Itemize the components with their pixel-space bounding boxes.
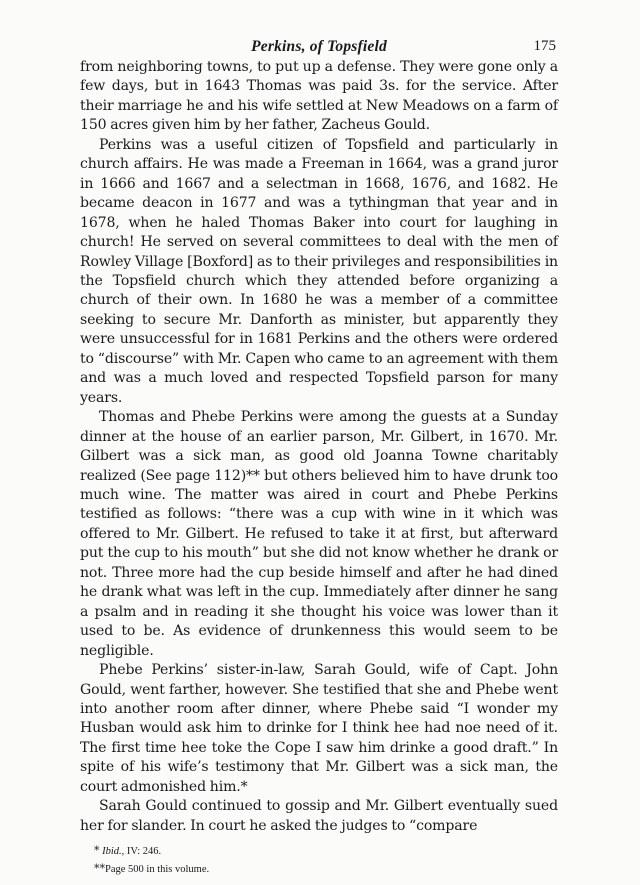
footnote-marker: ** bbox=[94, 862, 105, 876]
footnote-2 bbox=[94, 860, 558, 878]
running-head bbox=[80, 38, 558, 56]
footnote-text: Page 500 in this volume. bbox=[105, 864, 210, 876]
paragraph-1: from neighboring towns, to put up a defense. They were gone only a few days, but in 1643 Thomas was paid 3s. for the service. After their marriage he and his wife settled at New Meadows on a farm of 150 acres given him by her father, Zacheus Gould. bbox=[80, 59, 558, 134]
footnotes bbox=[80, 842, 558, 878]
footnote-source: Ibid. bbox=[102, 846, 122, 858]
paragraph-5: Sarah Gould continued to gossip and Mr. Gilbert eventually sued her for slander. In court he asked the judges to “compare bbox=[80, 798, 558, 834]
body-text bbox=[80, 58, 558, 836]
paragraph-2: Perkins was a useful citizen of Topsfield and particularly in church affairs. He was made a Freeman in 1664, was a grand juror in 1666 and 1667 and a selectman in 1668, 1676, and 1682. He became deacon in 1677 and was a tythingman that year and in 1678, when he haled Thomas Baker into court for laughing in church! He served on several committees to deal with the men of Rowley Village [Boxford] as to their privileges and responsibilities in the Topsfield church which they attended before organizing a church of their own. In 1680 he was a member of a committee seeking to secure Mr. Danforth as minister, but apparently they were unsuccessful for in 1681 Perkins and the others were ordered to “discourse” with Mr. Capen who came to an agreement with them and was a much loved and respected Topsfield parson for many years. bbox=[80, 136, 558, 406]
page-number: 175 bbox=[533, 38, 556, 54]
paragraph-4: Phebe Perkins’ sister-in-law, Sarah Gould, wife of Capt. John Gould, went farther, however. She testified that she and Phebe went into another room after dinner, where Phebe said “I wonder my Husban would ask him to drinke for I think hee had noe need of it. The first time hee toke the Cope I saw him drinke a good draft.” In spite of his wife’s testimony that Mr. Gilbert was a sick man, the court admonished him.* bbox=[80, 662, 558, 795]
footnote-citation: , IV: 246. bbox=[121, 846, 162, 858]
footnote-marker: * bbox=[94, 844, 100, 858]
book-page bbox=[80, 38, 558, 878]
running-title: Perkins, of Topsfield bbox=[251, 38, 387, 55]
paragraph-3: Thomas and Phebe Perkins were among the guests at a Sunday dinner at the house of an earlier parson, Mr. Gilbert, in 1670. Mr. Gilbert was a sick man, as good old Joanna Towne charitably realized (See page 112)** but others believed him to have drunk too much wine. The matter was aired in court and Phebe Perkins testified as follows: “there was a cup with wine in it which was offered to Mr. Gilbert. He refused to take it at first, but afterward put the cup to his mouth” but she did not know whether he drank or not. Three more had the cup beside himself and after he had dined he drank what was left in the cup. Immediately after dinner he sang a psalm and in reading it she thought his voice was lower than it used to be. As evidence of drunkenness this would seem to be negligible. bbox=[80, 409, 558, 659]
footnote-1 bbox=[94, 842, 558, 860]
